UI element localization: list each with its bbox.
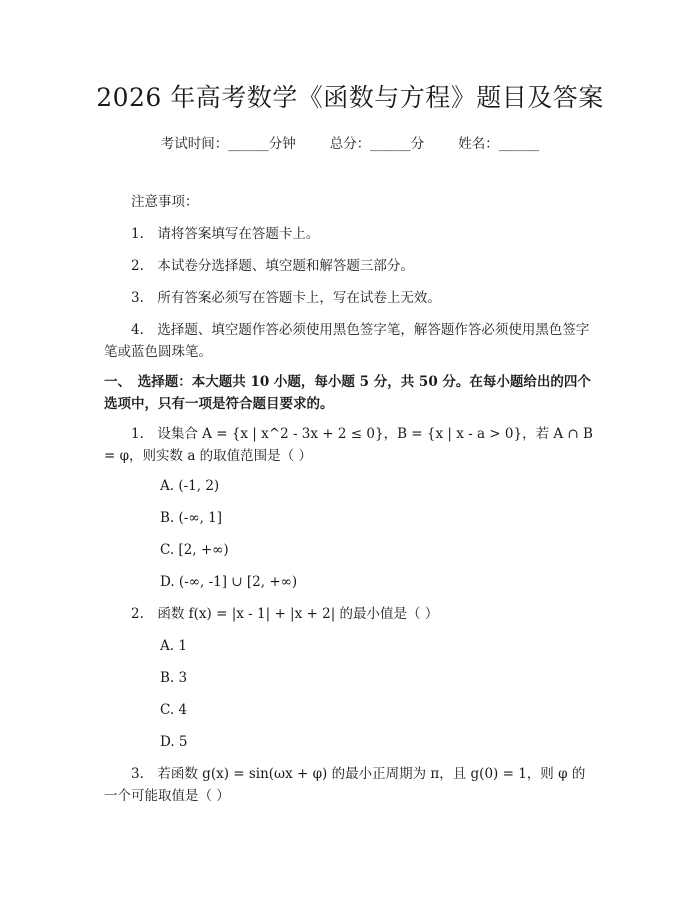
notice-item: 4. 选择题、填空题作答必须使用黑色签字笔，解答题作答必须使用黑色签字笔或蓝色圆珠笔。 [104, 322, 590, 360]
option-d: D. 5 [160, 734, 188, 750]
question-stem: 3. 若函数 g(x) = sin(ωx + φ) 的最小正周期为 π，且 g(0) = 1，则 φ 的一个可能取值是（ ） [104, 766, 586, 804]
exam-meta [0, 132, 700, 152]
page-title: 2026 年高考数学《函数与方程》题目及答案 [96, 83, 604, 112]
option-d: D. (-∞, -1] ∪ [2, +∞) [160, 574, 298, 590]
option-a: A. (-1, 2) [160, 478, 220, 494]
notice-item: 3. 所有答案必须写在答题卡上，写在试卷上无效。 [131, 290, 441, 306]
notice-heading: 注意事项： [131, 194, 199, 210]
time-field: 考试时间：______分钟 [160, 136, 296, 152]
question-stem: 2. 函数 f(x) = |x - 1| + |x + 2| 的最小值是（ ） [131, 606, 439, 622]
option-c: C. 4 [160, 702, 188, 718]
name-field: 姓名：______ [458, 136, 540, 152]
notice-item: 2. 本试卷分选择题、填空题和解答题三部分。 [131, 258, 414, 274]
option-b: B. 3 [160, 670, 188, 686]
score-field: 总分：______分 [329, 136, 425, 152]
notice-item: 1. 请将答案填写在答题卡上。 [131, 226, 320, 242]
question-stem: 1. 设集合 A = {x | x^2 - 3x + 2 ≤ 0}，B = {x | x - a > 0}，若 A ∩ B = φ，则实数 a 的取值范围是（ ） [104, 426, 593, 464]
option-c: C. [2, +∞) [160, 542, 229, 558]
section-heading: 一、 选择题：本大题共 10 小题，每小题 5 分，共 50 分。在每小题给出的四个选项中，只有一项是符合题目要求的。 [104, 374, 591, 412]
option-b: B. (-∞, 1] [160, 510, 223, 526]
option-a: A. 1 [160, 638, 187, 654]
